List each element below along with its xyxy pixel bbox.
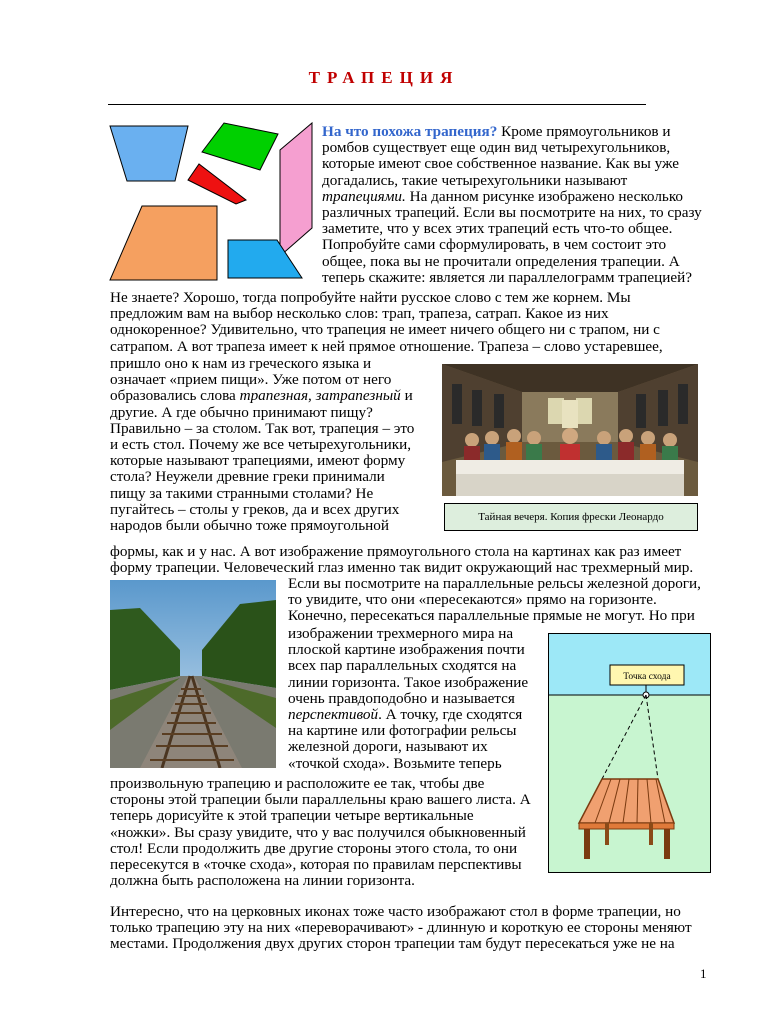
perspective-diagram [548, 633, 711, 873]
text-line: «точкой схода». Возьмите теперь [288, 754, 502, 772]
intro-line: Попробуйте сами сформулировать, в чем состоит это [322, 236, 667, 254]
trapezoids-figure [104, 118, 320, 284]
intro-paragraph [322, 124, 712, 286]
text-line: очень правдоподобно и называется [288, 689, 515, 707]
text-line: Не знаете? Хорошо, тогда попробуйте найти русское слово с тем же корнем. Мы [110, 289, 631, 306]
italic-term: перспективой [288, 706, 379, 724]
intro-line: различных трапеций. Если вы посмотрите на них, то сразу [322, 204, 702, 222]
paragraph-left-column: пришло оно к нам из греческого языка и означает «прием пищи». Уже потом от него образовались слова трапезная, затрапезный и другие. А где обычно принимают пищу? Правильно – за столом. Так вот, трапеция – это и есть стол. Почему же все четырехугольники, которые называют трапециями, имеют форму стола? Неужели древние греки принимали пищу за такими странными столами? Не пугайтесь – столы у греков, да и всех других народов были обычно тоже прямоугольной [110, 356, 435, 534]
text-line: местами. Продолжения двух других сторон трапеции там будут пересекаться уже не на [110, 935, 675, 953]
intro-line: заметите, что у всех этих трапеций есть что-то общее. [322, 220, 673, 238]
page-title: ТРАПЕЦИЯ [308, 68, 460, 87]
text-line: теперь дорисуйте к этой трапеции четыре вертикальные [110, 807, 474, 825]
intro-line: На данном рисунке изображено несколько [409, 187, 684, 205]
text-line: «ножки». Вы сразу увидите, что у вас получился обыкновенный [110, 823, 526, 841]
railway-photo [110, 580, 276, 768]
orange-trapezoid [110, 206, 217, 280]
text-line: предложим вам на выбор несколько слов: трап, трапеза, сатрап. Какое из них [110, 305, 609, 323]
intro-line: ромбов существует еще один вид четырехугольников, [322, 139, 671, 157]
text-fragment: образовались слова [110, 387, 236, 405]
text-line: то увидите, что они «пересекаются» прямо на горизонте. [288, 591, 657, 609]
last-supper-painting [442, 364, 698, 496]
table-leg [605, 823, 609, 845]
paragraph-full-2 [110, 544, 710, 576]
text-line: народов были обычно тоже прямоугольной [110, 517, 390, 535]
text-line: должна быть расположена на линии горизонта. [110, 872, 415, 890]
text-line: однокоренное? Удивительно, что трапеция не имеет ничего общего ни с трапом, ни с [110, 321, 660, 339]
text-line: плоской картине изображения почти [288, 641, 525, 659]
intro-line: общее, пока вы не прочитали определения трапеции. А [322, 252, 680, 270]
text-line: другие. А где обычно принимают пищу? [110, 403, 373, 421]
text-line: Конечно, пересекаться параллельные прямые не могут. Но при [288, 607, 695, 625]
blue-trapezoid [110, 126, 188, 181]
text-line: форму трапеции. Человеческий глаз именно так видит окружающий нас трехмерный мир. [110, 559, 694, 577]
painting-caption: Тайная вечеря. Копия фрески Леонардо [444, 503, 698, 531]
text-line: Если вы посмотрите на параллельные рельсы железной дороги, [288, 575, 701, 592]
intro-line: Кроме прямоугольников и [501, 123, 671, 140]
text-line: пугайтесь – столы у греков, да и всех других [110, 500, 400, 518]
text-line: означает «прием пищи». Уже потом от него [110, 371, 392, 389]
intro-line: теперь скажите: является ли параллелограмм трапецией? [322, 268, 693, 286]
text-line: пищу за такими странными столами? Не [110, 484, 374, 502]
title-rule [108, 104, 646, 105]
paragraph-lower [110, 776, 546, 889]
text-line: Интересно, что на церковных иконах тоже часто изображают стол в форме трапеции, но [110, 903, 681, 920]
text-line: стороны этой трапеции были параллельны краю вашего листа. А [110, 791, 531, 809]
text-line: всех пар параллельных сходятся на [288, 657, 517, 675]
text-line: только трапецию эту на них «переворачивают» - длинную и короткую ее стороны меняют [110, 919, 692, 937]
text-line: стол! Если продолжить две другие стороны этого стола, то они [110, 839, 518, 857]
text-line: произвольную трапецию и расположите ее так, чтобы две [110, 775, 485, 792]
intro-term: трапециями. [322, 187, 406, 205]
text-line: изображении трехмерного мира на [288, 625, 514, 642]
text-line: железной дороги, называют их [288, 738, 488, 756]
text-line: пришло оно к нам из греческого языка и [110, 355, 372, 372]
intro-line: догадались, такие четырехугольники называют [322, 171, 628, 189]
text-line: линии горизонта. Такое изображение [288, 673, 529, 691]
text-fragment: . А точку, где сходятся [378, 706, 523, 724]
italic-term: трапезная [239, 387, 309, 405]
vanishing-point-label: Точка схода [623, 672, 671, 682]
text-line: и есть стол. Почему же все четырехугольники, [110, 436, 412, 454]
intro-question: На что похожа трапеция? [322, 123, 498, 140]
text-line: которые называют трапециями, имеют форму [110, 452, 406, 470]
text-line: пересекутся в «точке схода», которая по правилам перспективы [110, 856, 522, 874]
table-leg [649, 823, 653, 845]
text-fragment: и [404, 387, 413, 405]
green-trapezoid [202, 123, 278, 170]
text-line: Правильно – за столом. Так вот, трапеция – это [110, 419, 415, 437]
table-leg [664, 829, 670, 859]
text-line: формы, как и у нас. А вот изображение прямоугольного стола на картинах как раз имеет [110, 543, 682, 560]
paragraph-mid-column [288, 626, 546, 772]
red-trapezoid [188, 164, 246, 204]
page-number: 1 [700, 966, 707, 981]
text-line: на картине или фотографии рельсы [288, 722, 517, 740]
text-line: стола? Неужели древние греки принимали [110, 468, 385, 486]
paragraph-full-1 [110, 290, 710, 355]
table-leg [584, 829, 590, 859]
italic-term: затрапезный [315, 387, 401, 405]
text-line: сатрапом. А вот трапеза имеет к ней прямое отношение. Трапеза – слово устаревшее, [110, 337, 663, 355]
pink-trapezoid [280, 123, 312, 256]
paragraph-rails [288, 576, 718, 625]
intro-line: которые имеют свое собственное название. Как вы уже [322, 155, 680, 173]
paragraph-final [110, 904, 720, 953]
